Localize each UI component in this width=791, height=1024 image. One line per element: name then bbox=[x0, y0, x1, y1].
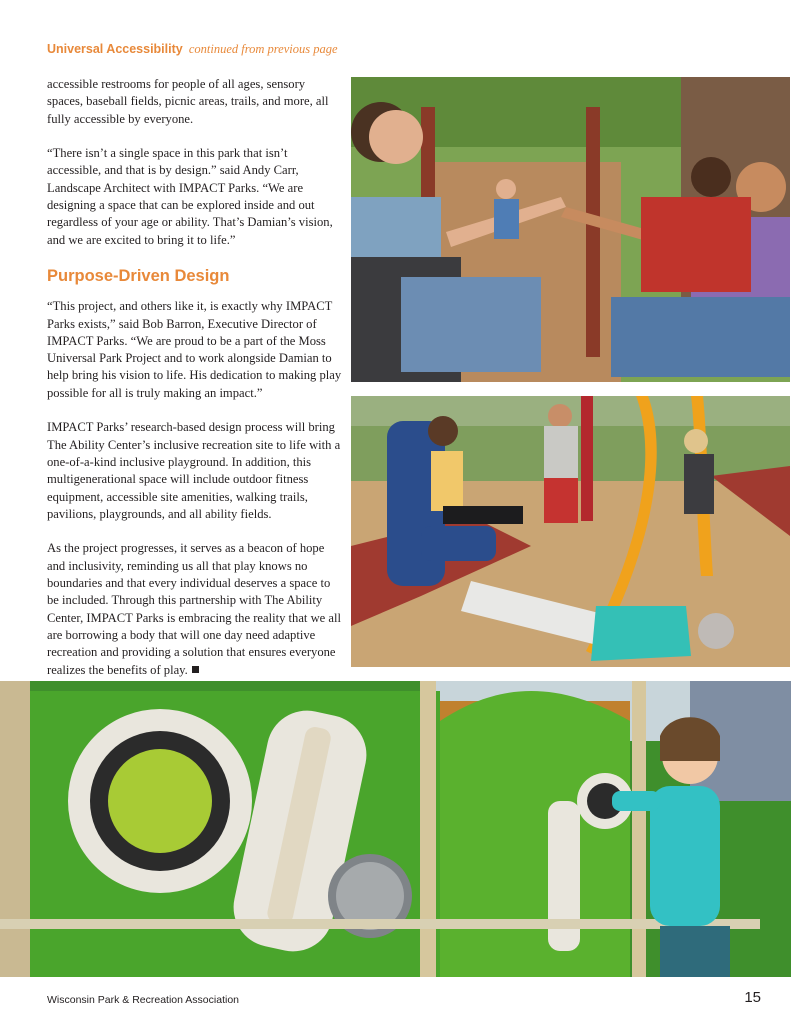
photo-inclusive-swing bbox=[351, 396, 790, 667]
end-mark-icon bbox=[192, 666, 199, 673]
photo-high-five-illustration bbox=[351, 77, 790, 382]
photo-play-panel-illustration bbox=[0, 681, 791, 977]
photo-inclusive-swing-illustration bbox=[351, 396, 790, 667]
paragraph-4: IMPACT Parks’ research-based design process will bring The Ability Center’s inclusive recreation site to life with a one-of-a-kind inclusive playground. In addition, this multigenerational space will include outdoor fitness equipment, accessible site amenities, walking trails, pavilions, playgrounds, and all ability fields. bbox=[47, 420, 341, 521]
photo-play-panel bbox=[0, 681, 791, 977]
page-number: 15 bbox=[744, 989, 761, 1006]
continued-note: continued from previous page bbox=[188, 42, 338, 56]
footer-organization: Wisconsin Park & Recreation Association bbox=[47, 994, 239, 1006]
photo-high-five bbox=[351, 77, 790, 382]
paragraph-2: “There isn’t a single space in this park that isn’t accessible, and that is by design.” said Andy Carr, Landscape Architect with IMPACT Parks. “We are designing a space that can be explored inside and out regardless of your age or ability. That’s Damian’s vision, and we are excited to bring it to life.” bbox=[47, 146, 333, 247]
article-column bbox=[47, 76, 342, 696]
running-header bbox=[47, 42, 338, 57]
paragraph-3: “This project, and others like it, is exactly why IMPACT Parks exists,” said Bob Barron, Executive Director of IMPACT Parks. “We are proud to be a part of the Moss Universal Park Project and to work alongside Damian to help bring his vision to life. His dedication to making play possible for all is truly making an impact.” bbox=[47, 299, 342, 400]
section-title: Universal Accessibility bbox=[47, 42, 183, 56]
paragraph-5 bbox=[47, 540, 342, 678]
paragraph-5-text: As the project progresses, it serves as a beacon of hope and inclusivity, reminding us all that play knows no boundaries and that every individual deserves a space to be included. Through this partnership with The Ability Center, IMPACT Parks is embracing the reality that we all are borrowing a body that will one day need adaptive recreation and providing a solution that ensures everyone realizes the benefits of play. bbox=[47, 541, 341, 677]
subheading: Purpose-Driven Design bbox=[47, 267, 230, 286]
paragraph-1: accessible restrooms for people of all ages, sensory spaces, baseball fields, picnic areas, trails, and more, all fully accessible by everyone. bbox=[47, 77, 329, 126]
